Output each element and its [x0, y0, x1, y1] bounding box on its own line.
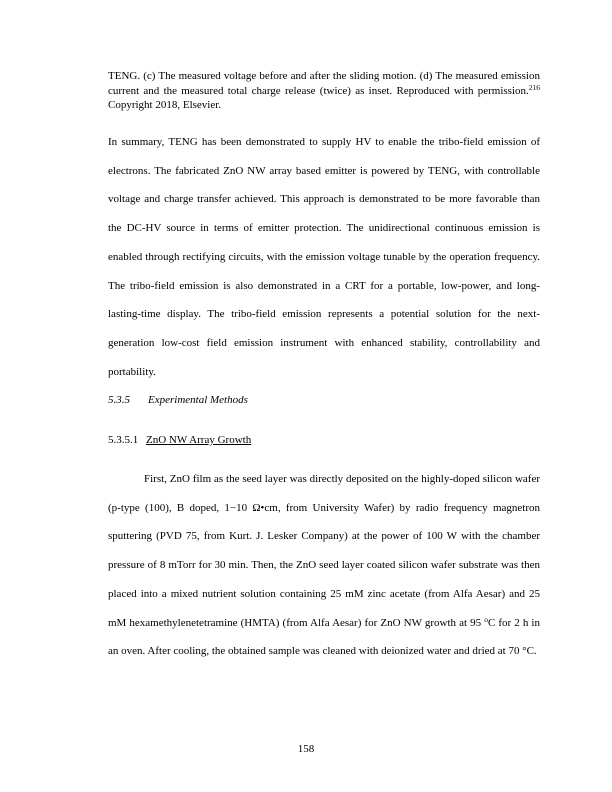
subsection-title: ZnO NW Array Growth [146, 434, 252, 446]
subsection-number: 5.3.5.1 [108, 434, 139, 446]
growth-text-part1: First, ZnO film as the seed layer was directly deposited on the highly-doped silicon wafer (p-type (100), B doped, 1−10 Ω•cm, from University Wafer) by radio frequency magnetron sputtering (PVD 75, from Kurt. J. Lesker Company) at the power of 100 W with the chamber pressure of 8 mTorr for 30 min. Then, the ZnO seed layer coated silicon wafer substrate was then placed into a mixed nutrient solution containing 25 mM zinc acetate (from Alfa Aesar) and 25 mM hexamethylenetetramine (HMTA) (from Alfa Aesar) for ZnO NW growth at 95 [108, 473, 540, 629]
growth-text-part2: C for 2 h in an oven. After cooling, the obtained sample was cleaned with deionized water and dried at 70 °C. [108, 616, 540, 658]
degree-superscript: o [484, 614, 488, 624]
growth-paragraph [108, 465, 540, 666]
caption-text: TENG. (c) The measured voltage before and after the sliding motion. (d) The measured emission current and the measured total charge release (twice) as inset. Reproduced with permission. [108, 70, 540, 97]
section-number: 5.3.5 [108, 394, 130, 406]
subsection-heading [108, 433, 540, 447]
section-title: Experimental Methods [148, 394, 248, 406]
section-heading [108, 393, 540, 407]
caption-copyright: Copyright 2018, Elsevier. [108, 99, 222, 111]
figure-caption-continuation [108, 69, 540, 113]
page-number: 158 [297, 743, 315, 755]
summary-paragraph: In summary, TENG has been demonstrated to supply HV to enable the tribo-field emission of electrons. The fabricated ZnO NW array based emitter is powered by TENG, with controllable voltage and charge transfer achieved. This approach is demonstrated to be more favorable than the DC-HV source in terms of emitter protection. The unidirectional continuous emission is enabled through rectifying circuits, with the emission voltage tunable by the operation frequency. The tribo-field emission is also demonstrated in a CRT for a portable, low-power, and long-lasting-time display. The tribo-field emission represents a potential solution for the next-generation low-cost field emission instrument with enhanced stability, controllability and portability. [108, 136, 540, 378]
caption-reference: 216 [528, 82, 540, 92]
